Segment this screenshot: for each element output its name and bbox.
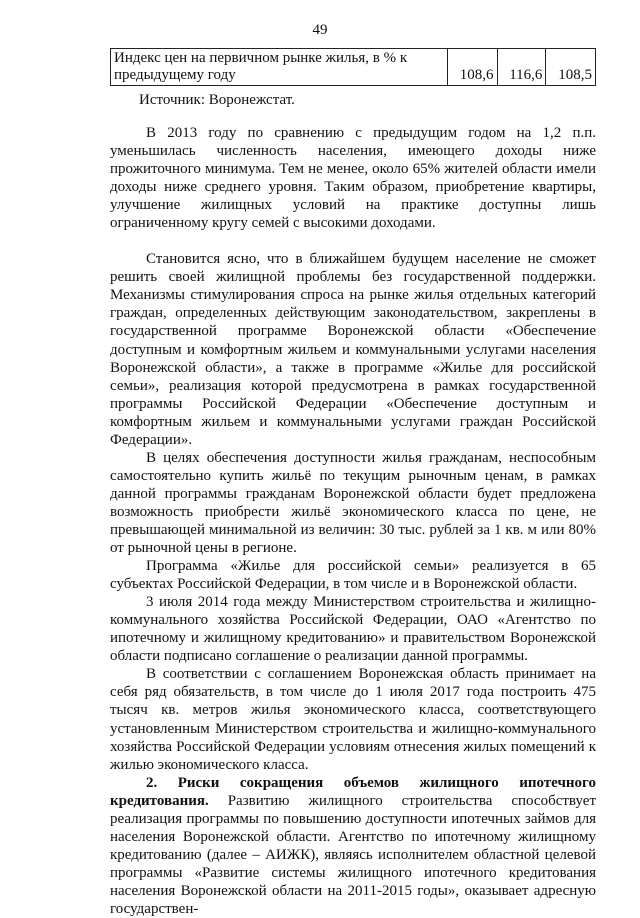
price-index-table: [110, 48, 596, 86]
paragraph: В 2013 году по сравнению с предыдущим годом на 1,2 п.п. уменьшилась численность населения, имеющего доходы ниже прожиточного минимума. Тем не менее, около 65% жителей области имели доходы ниже среднего уровня. Таким образом, приобретение квартиры, улучшение жилищных условий на практике доступны лишь ограниченному кругу семей с высокими доходами.: [110, 125, 596, 232]
table-cell-value: 108,6: [448, 49, 498, 86]
paragraph: Становится ясно, что в ближайшем будущем население не сможет решить своей жилищной проблемы без государственной поддержки. Механизмы стимулирования спроса на рынке жилья отдельных категорий граждан, определенных действующим законодательством, закреплены в государственной программе Воронежской области «Обеспечение доступным и комфортным жильем и коммунальными услугами населения Воронежской области», а также в программе «Жилье для российской семьи», реализация которой предусмотрена в рамках государственной программы Российской Федерации «Обеспечение доступным и комфортным жильем и коммунальными услугами граждан Российской Федерации».: [110, 251, 596, 448]
table-cell-value: 108,5: [546, 49, 596, 86]
paragraph: В целях обеспечения доступности жилья гражданам, неспособным самостоятельно купить жильё по текущим рыночным ценам, в рамках данной программы гражданам Воронежской области будет предложена возможность приобрести жильё экономического класса по цене, не превышающей минимальной из величин: 30 тыс. рублей за 1 кв. м или 80% от рыночной цены в регионе.: [110, 449, 596, 557]
table-row: [111, 49, 596, 86]
source-note: Источник: Воронежстат.: [139, 92, 295, 108]
paragraph: В соответствии с соглашением Воронежская область принимает на себя ряд обязательств, в том числе до 1 июля 2017 года построить 475 тысяч кв. метров жилья экономического класса, соответствующего установленным Министерством строительства и жилищно-коммунального хозяйства Российской Федерации условиям отнесения жилых помещений к жилью экономического класса.: [110, 666, 596, 773]
section-text: Развитию жилищного строительства способствует реализация программы по повышению доступности ипотечных займов для населения Воронежской области. Агентство по ипотечному жилищному кредитованию (далее – АИЖК), являясь исполнителем областной целевой программы «Развитие системы жилищного ипотечного кредитования населения Воронежской области на 2011-2015 годы», оказывает адресную государствен-: [110, 792, 596, 917]
section-paragraph: [110, 774, 596, 918]
page-number: 49: [312, 22, 328, 38]
table-row-label: Индекс цен на первичном рынке жилья, в % к предыдущему году: [111, 49, 448, 86]
table-cell-value: 116,6: [497, 49, 546, 86]
document-body: [110, 124, 596, 918]
section-heading: 2. Риски сокращения объемов жилищного ипотечного кредитования.: [110, 774, 596, 809]
paragraph: Программа «Жилье для российской семьи» реализуется в 65 субъектах Российской Федерации, в том числе и в Воронежской области.: [110, 558, 596, 593]
paragraph: 3 июля 2014 года между Министерством строительства и жилищно-коммунального хозяйства Российской Федерации, ОАО «Агентство по ипотечному и жилищному кредитованию» и правительством Воронежской области подписано соглашение о реализации данной программы.: [110, 594, 596, 665]
